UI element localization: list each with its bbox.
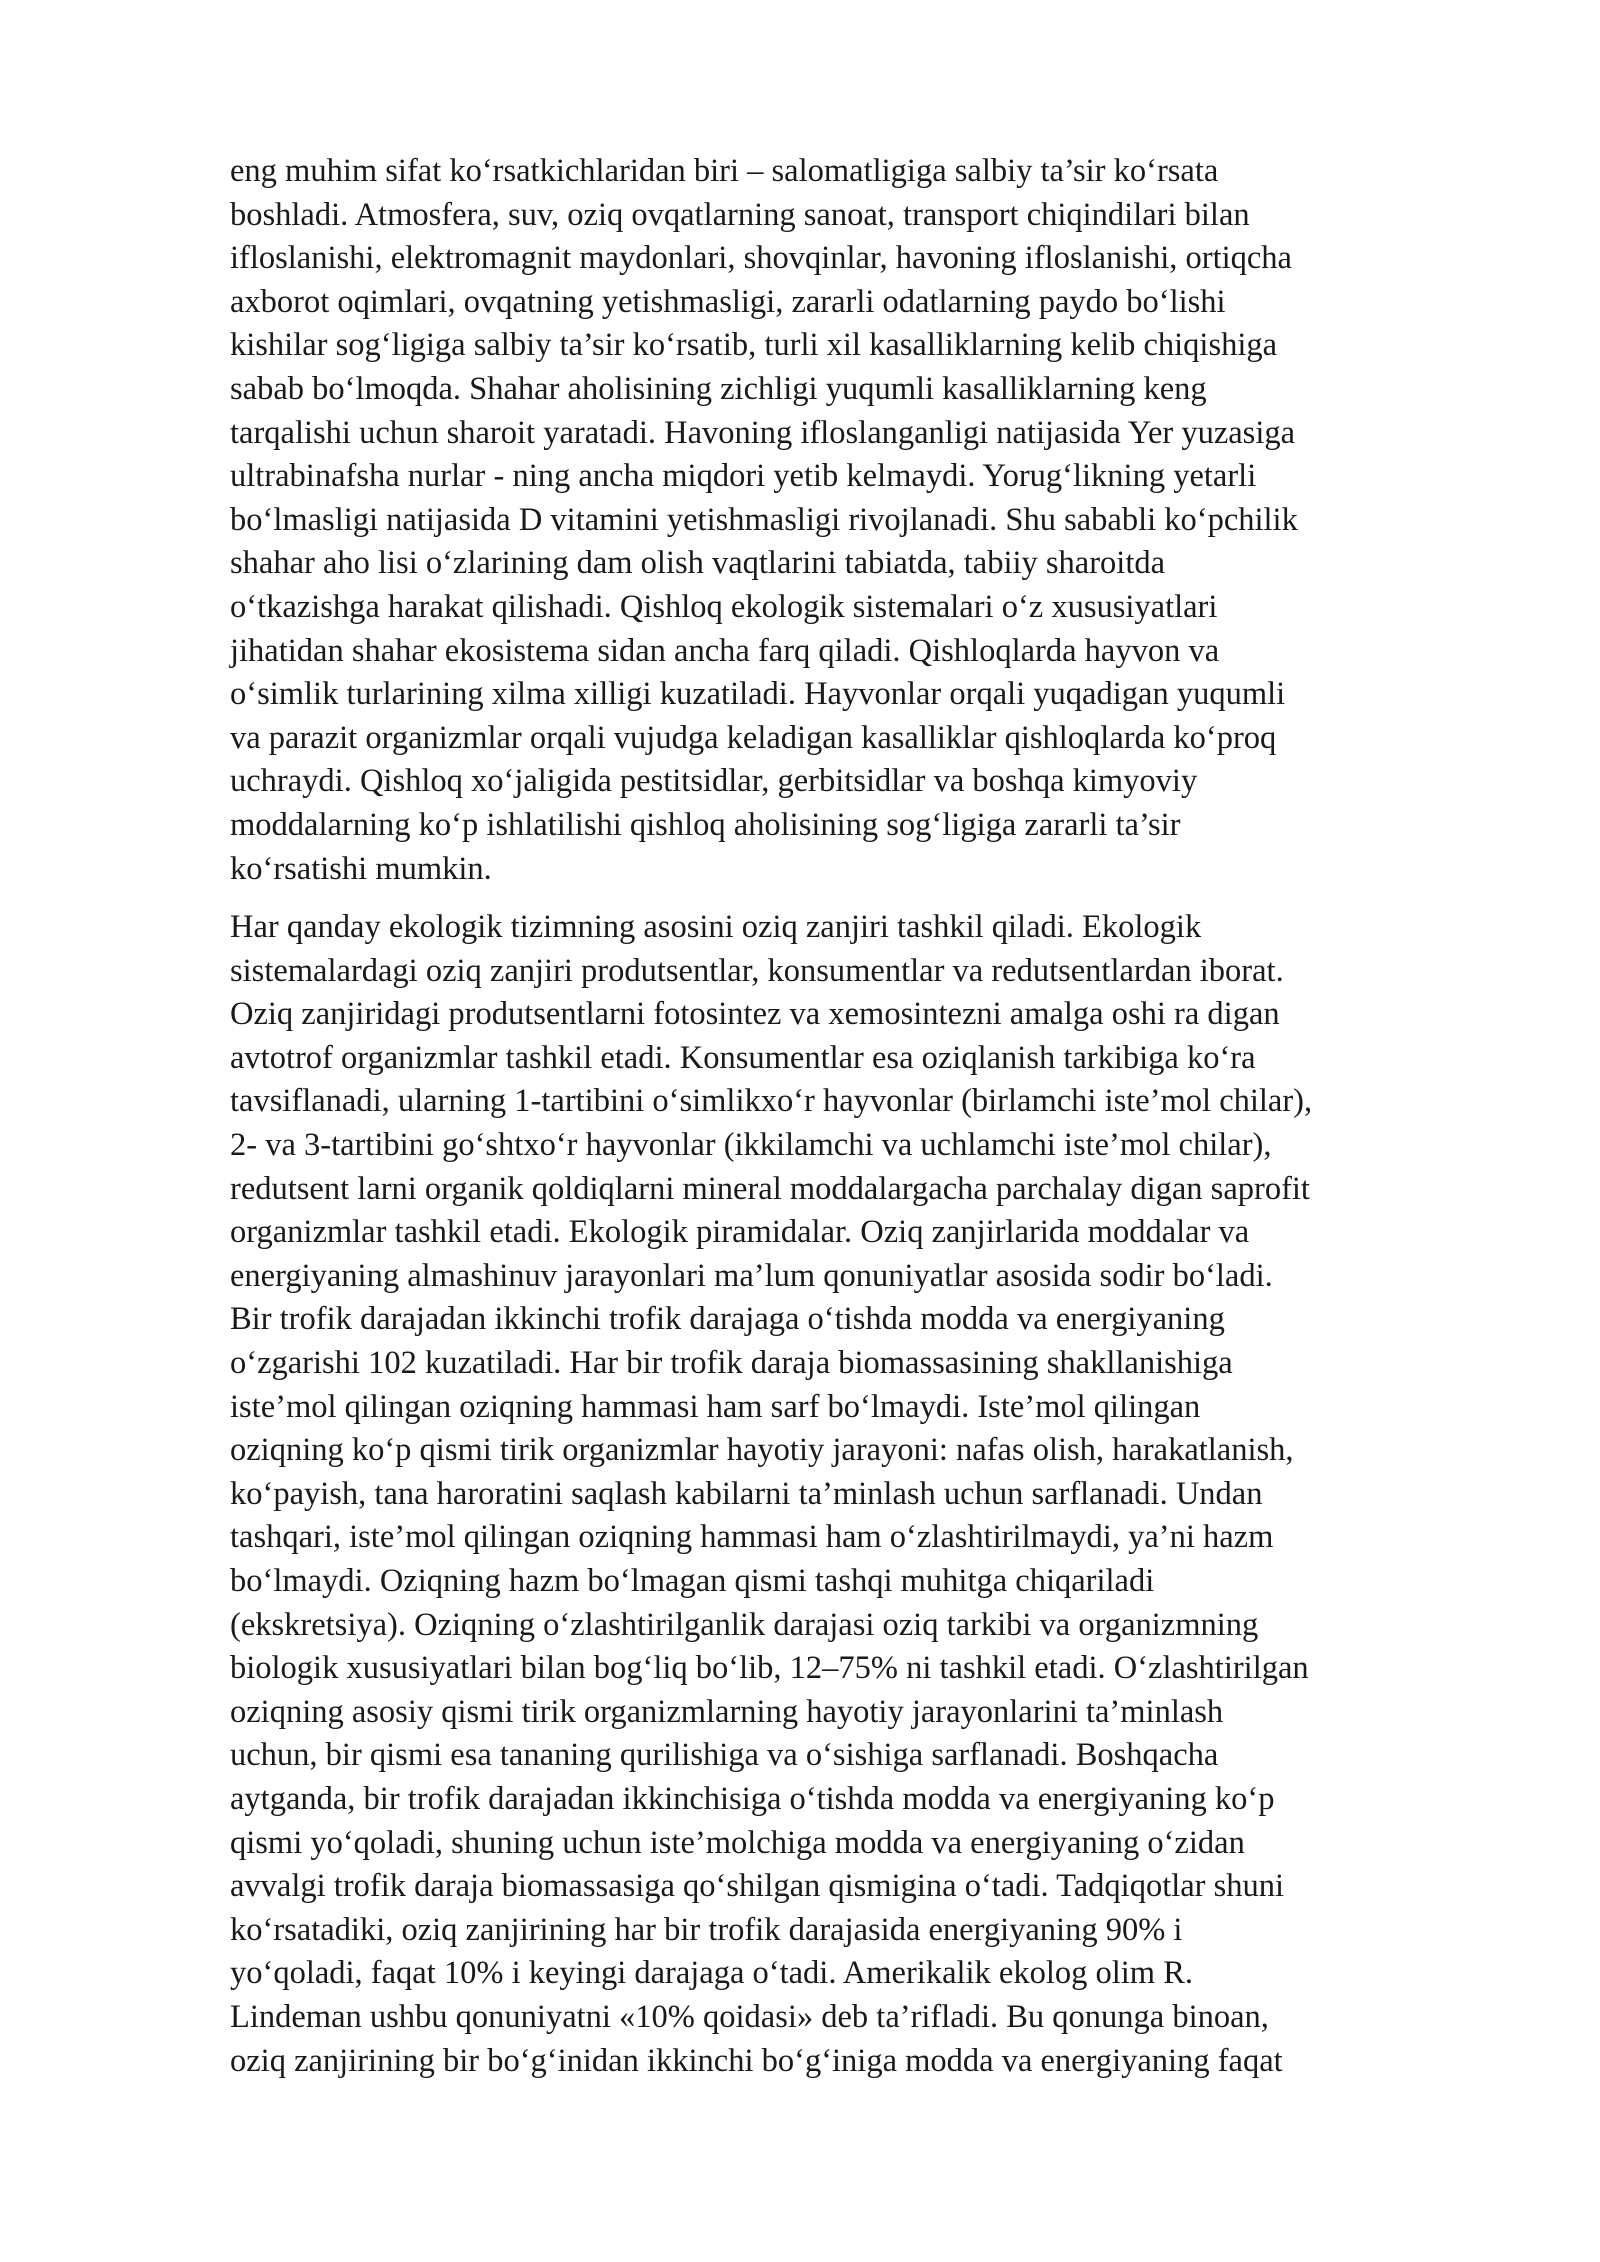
text-line: aytganda, bir trofik darajadan ikkinchisiga o‘tishda modda va energiyaning ko‘p <box>230 1780 1275 1817</box>
text-line: avtotrof organizmlar tashkil etadi. Konsumentlar esa oziqlanish tarkibiga ko‘ra <box>230 1039 1256 1076</box>
text-line: oziq zanjirining bir bo‘g‘inidan ikkinchi bo‘g‘iniga modda va energiyaning faqat <box>230 2042 1283 2079</box>
text-line: va parazit organizmlar orqali vujudga keladigan kasalliklar qishloqlarda ko‘proq <box>230 719 1277 756</box>
text-line: tashqari, iste’mol qilingan oziqning hammasi ham o‘zlashtirilmaydi, ya’ni hazm <box>230 1519 1274 1556</box>
text-line: tavsiflanadi, ularning 1-tartibini o‘simlikxo‘r hayvonlar (birlamchi iste’mol chilar), <box>230 1083 1313 1120</box>
text-line: (ekskretsiya). Oziqning o‘zlashtirilganlik darajasi oziq tarkibi va organizmning <box>230 1606 1259 1643</box>
text-line: o‘zgarishi 102 kuzatiladi. Har bir trofik daraja biomassasining shakllanishiga <box>230 1345 1233 1382</box>
text-line: Lindeman ushbu qonuniyatni «10% qoidasi» deb ta’rifladi. Bu qonunga binoan, <box>230 1998 1269 2035</box>
text-line: o‘tkazishga harakat qilishadi. Qishloq ekologik sistemalari o‘z xususiyatlari <box>230 588 1218 625</box>
text-line: bo‘lmaydi. Oziqning hazm bo‘lmagan qismi tashqi muhitga chiqariladi <box>230 1563 1155 1599</box>
text-line: sistemalardagi oziq zanjiri produtsentlar, konsumentlar va redutsentlardan iborat. <box>230 952 1284 989</box>
text-line: jihatidan shahar ekosistema sidan ancha farq qiladi. Qishloqlarda hayvon va <box>230 632 1220 669</box>
text-line: qismi yo‘qoladi, shuning uchun iste’molchiga modda va energiyaning o‘zidan <box>230 1824 1245 1861</box>
text-line: uchraydi. Qishloq xo‘jaligida pestitsidlar, gerbitsidlar va boshqa kimyoviy <box>230 763 1198 800</box>
text-line: biologik xususiyatlari bilan bog‘liq bo‘lib, 12–75% ni tashkil etadi. O‘zlashtirilgan <box>230 1650 1309 1687</box>
text-line: eng muhim sifat ko‘rsatkichlaridan biri – salomatligiga salbiy ta’sir ko‘rsata <box>230 153 1219 189</box>
text-line: bo‘lmasligi natijasida D vitamini yetishmasligi rivojlanadi. Shu sababli ko‘pchilik <box>230 501 1298 538</box>
text-line: Oziq zanjiridagi produtsentlarni fotosintez va xemosintezni amalga oshi ra digan <box>230 996 1280 1033</box>
paragraph <box>230 150 1530 891</box>
text-line: moddalarning ko‘p ishlatilishi qishloq aholisining sog‘ligiga zararli ta’sir <box>230 806 1181 843</box>
text-line: energiyaning almashinuv jarayonlari ma’lum qonuniyatlar asosida sodir bo‘ladi. <box>230 1257 1273 1294</box>
text-line: yo‘qoladi, faqat 10% i keyingi darajaga o‘tadi. Amerikalik ekolog olim R. <box>230 1955 1194 1992</box>
text-line: axborot oqimlari, ovqatning yetishmasligi, zararli odatlarning paydo bo‘lishi <box>230 283 1226 320</box>
text-line: uchun, bir qismi esa tananing qurilishiga va o‘sishiga sarflanadi. Boshqacha <box>230 1737 1219 1774</box>
text-line: ifloslanishi, elektromagnit maydonlari, shovqinlar, havoning ifloslanishi, ortiqcha <box>230 240 1292 277</box>
text-line: sabab bo‘lmoqda. Shahar aholisining zichligi yuqumli kasalliklarning keng <box>230 370 1207 407</box>
text-line: Bir trofik darajadan ikkinchi trofik darajaga o‘tishda modda va energiyaning <box>230 1301 1225 1338</box>
text-line: o‘simlik turlarining xilma xilligi kuzatiladi. Hayvonlar orqali yuqadigan yuqumli <box>230 676 1286 713</box>
text-line: redutsent larni organik qoldiqlarni mineral moddalargacha parchalay digan saprofit <box>230 1170 1310 1207</box>
document-page <box>230 150 1530 2083</box>
text-line: ko‘rsatadiki, oziq zanjirining har bir trofik darajasida energiyaning 90% i <box>230 1911 1183 1948</box>
text-line: oziqning asosiy qismi tirik organizmlarning hayotiy jarayonlarini ta’minlash <box>230 1693 1224 1730</box>
text-line: tarqalishi uchun sharoit yaratadi. Havoning ifloslanganligi natijasida Yer yuzasiga <box>230 414 1296 451</box>
text-line: 2- va 3-tartibini go‘shtxo‘r hayvonlar (ikkilamchi va uchlamchi iste’mol chilar), <box>230 1127 1272 1164</box>
paragraph <box>230 906 1530 2083</box>
text-line: ko‘rsatishi mumkin. <box>230 850 492 887</box>
text-line: avvalgi trofik daraja biomassasiga qo‘shilgan qismigina o‘tadi. Tadqiqotlar shuni <box>230 1868 1285 1905</box>
text-line: Har qanday ekologik tizimning asosini oziq zanjiri tashkil qiladi. Ekologik <box>230 909 1202 946</box>
text-line: kishilar sog‘ligiga salbiy ta’sir ko‘rsatib, turli xil kasalliklarning kelib chiqishiga <box>230 327 1278 364</box>
text-line: ko‘payish, tana haroratini saqlash kabilarni ta’minlash uchun sarflanadi. Undan <box>230 1475 1263 1512</box>
text-line: boshladi. Atmosfera, suv, oziq ovqatlarning sanoat, transport chiqindilari bilan <box>230 196 1250 233</box>
text-line: shahar aho lisi o‘zlarining dam olish vaqtlarini tabiatda, tabiiy sharoitda <box>230 545 1166 582</box>
text-line: organizmlar tashkil etadi. Ekologik piramidalar. Oziq zanjirlarida moddalar va <box>230 1214 1250 1251</box>
text-line: oziqning ko‘p qismi tirik organizmlar hayotiy jarayoni: nafas olish, harakatlanish, <box>230 1432 1294 1469</box>
text-line: iste’mol qilingan oziqning hammasi ham sarf bo‘lmaydi. Iste’mol qilingan <box>230 1388 1201 1425</box>
document-body <box>230 150 1530 2083</box>
text-line: ultrabinafsha nurlar - ning ancha miqdori yetib kelmaydi. Yorug‘likning yetarli <box>230 458 1257 495</box>
